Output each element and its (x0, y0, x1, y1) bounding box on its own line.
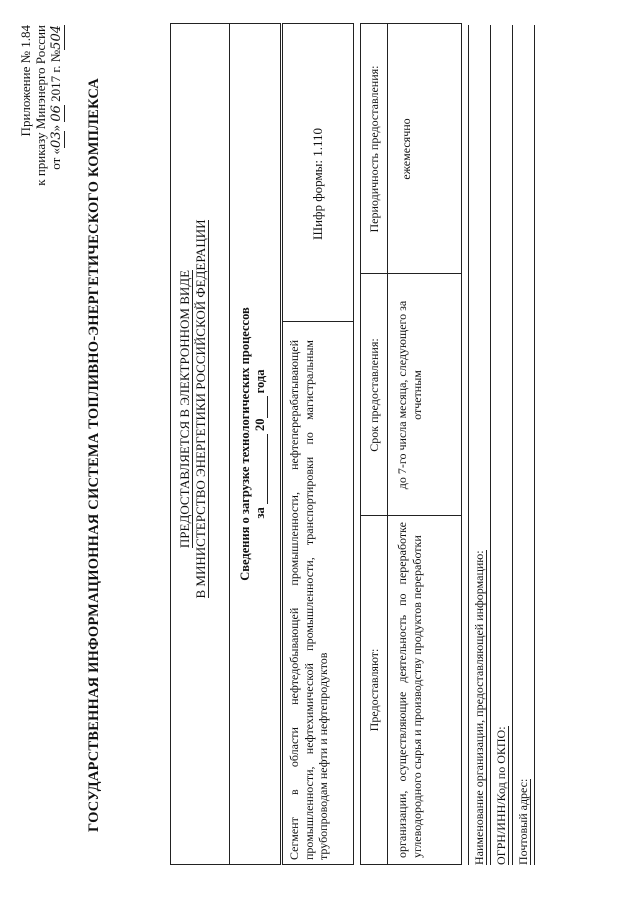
period-prefix: за (253, 507, 267, 519)
segment-description: Сегмент в области нефтедобывающей промышленности, нефтеперерабатывающей промышленности, нефтехимической промышленности, транспортировки по магистральным трубопроводам нефти и нефтепродуктов (287, 340, 330, 860)
footer-rule (490, 25, 491, 865)
cell-provided-by: организации, осуществляющие деятельность по переработке углеводородного сырья и производству продуктов переработки (395, 522, 424, 858)
footer-rule (534, 25, 535, 865)
appendix-date-line (48, 25, 65, 345)
header-deadline: Срок предоставления: (367, 338, 381, 452)
address-label: Почтовый адрес: (516, 778, 530, 865)
segment-row (282, 23, 354, 865)
header-frequency: Периодичность предоставления: (367, 65, 381, 233)
cell-frequency: ежемесячно (399, 118, 413, 180)
appendix-number: Приложение № 1.84 (18, 25, 33, 137)
notice-line-2: В МИНИСТЕРСТВО ЭНЕРГЕТИКИ РОССИЙСКОЙ ФЕДЕРАЦИИ (193, 219, 208, 599)
date-year: 2017 г. № (48, 49, 63, 106)
appendix-order-ref: к приказу Минэнерго России (33, 25, 48, 186)
year-blank (267, 396, 268, 418)
submission-notice-box (170, 23, 230, 865)
footer-rule (468, 25, 469, 865)
org-name-label: Наименование организации, предоставляющей информацию: (472, 550, 486, 865)
survey-title-box (228, 23, 281, 865)
table-header-divider (387, 24, 388, 864)
submission-table (360, 23, 462, 865)
page-title: ГОСУДАРСТВЕННАЯ ИНФОРМАЦИОННАЯ СИСТЕМА ТОПЛИВНО-ЭНЕРГЕТИЧЕСКОГО КОМПЛЕКСА (86, 78, 102, 832)
submission-notice (177, 174, 209, 644)
survey-title (238, 254, 268, 634)
date-day: 03 (49, 131, 64, 148)
period-blank (267, 434, 268, 504)
appendix-block (18, 25, 65, 345)
survey-period (253, 254, 268, 634)
footer-rule (512, 25, 513, 865)
period-year-prefix: 20 (253, 418, 267, 431)
period-suffix: года (253, 369, 267, 394)
date-mid: » (48, 121, 63, 132)
cell-deadline: до 7-го числа месяца, следующего за отчетным (395, 300, 424, 490)
survey-title-text: Сведения о загрузке технологических процессов (238, 307, 252, 581)
segment-divider (283, 321, 353, 322)
order-number: 504 (49, 25, 64, 50)
ogrn-label: ОГРН/ИНН/Код по ОКПО: (494, 726, 508, 865)
notice-line-1: ПРЕДОСТАВЛЯЕТСЯ В ЭЛЕКТРОННОМ ВИДЕ (177, 269, 192, 549)
date-month: 06 (49, 105, 64, 122)
header-provided-by: Предоставляют: (367, 648, 381, 732)
date-prefix: от « (48, 147, 63, 170)
form-code: Шифр формы: 1.110 (310, 127, 325, 241)
